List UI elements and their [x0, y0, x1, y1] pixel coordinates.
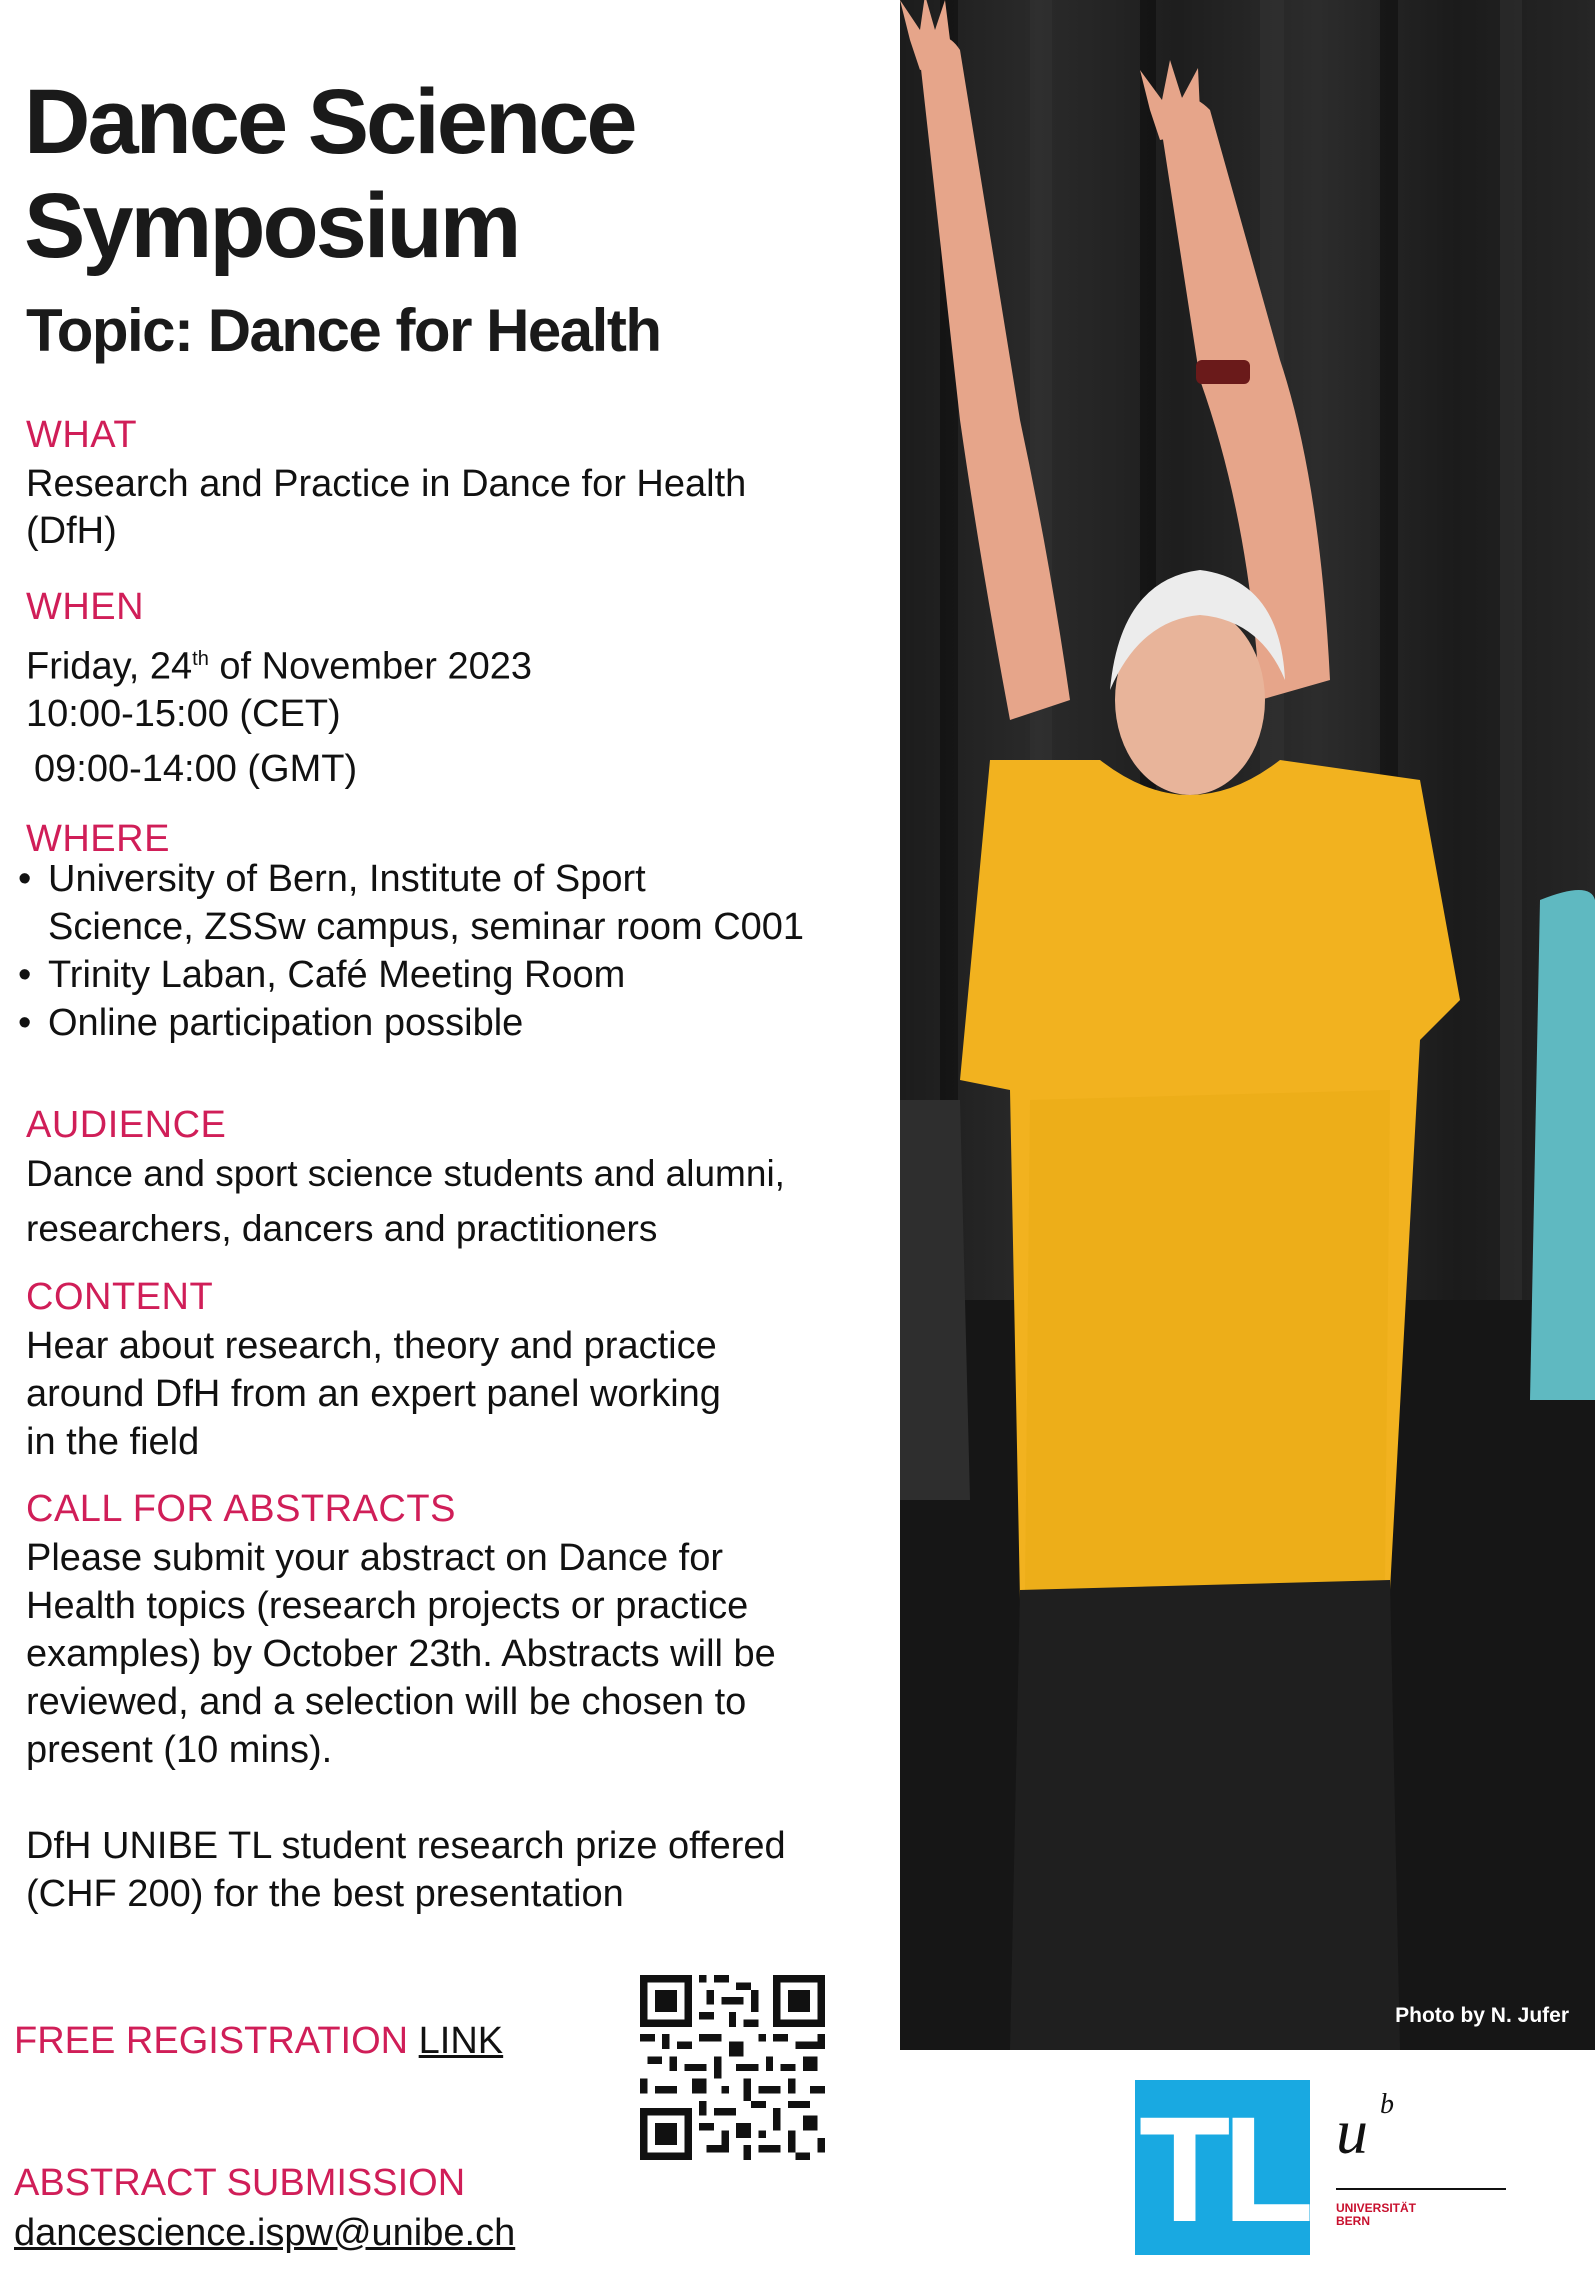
date-month: of November 2023	[208, 645, 533, 688]
cfa-line4: reviewed, and a selection will be chosen to	[26, 1681, 747, 1723]
content-line2: around DfH from an expert panel working	[26, 1373, 721, 1415]
title-line1: Dance Science	[24, 71, 635, 173]
where-heading: WHERE	[26, 818, 170, 860]
unibe-wordmark	[1336, 2202, 1416, 2228]
audience-line2: researchers, dancers and practitioners	[26, 1208, 658, 1249]
registration-label: FREE REGISTRATION	[14, 2020, 419, 2062]
where-item-2: • Trinity Laban, Café Meeting Room	[18, 951, 804, 999]
abstract-submission-label: ABSTRACT SUBMISSION	[14, 2162, 466, 2204]
when-time-gmt: 09:00-14:00 (GMT)	[34, 748, 358, 790]
where-item-3: • Online participation possible	[18, 999, 804, 1047]
cfa-heading: CALL FOR ABSTRACTS	[26, 1488, 456, 1530]
where-list	[18, 855, 804, 1047]
cfa-line3: examples) by October 23th. Abstracts will be	[26, 1633, 776, 1675]
free-registration	[14, 2020, 503, 2063]
qr-code[interactable]	[640, 1975, 825, 2160]
content-line1: Hear about research, theory and practice	[26, 1325, 717, 1367]
dancer-photo	[900, 0, 1595, 2050]
title-line2: Symposium	[24, 175, 519, 277]
qr-code-graphic	[640, 1975, 825, 2160]
cfa-line2: Health topics (research projects or practice	[26, 1585, 749, 1627]
unibe-name-line1: UNIVERSITÄT	[1336, 2201, 1417, 2215]
prize-line1: DfH UNIBE TL student research prize offered	[26, 1825, 786, 1867]
when-date	[26, 635, 532, 691]
submission-email-link[interactable]: dancescience.ispw@unibe.ch	[14, 2212, 516, 2254]
what-line2: (DfH)	[26, 510, 117, 552]
photo-credit: Photo by N. Jufer	[1395, 2004, 1569, 2027]
unibe-logo	[1336, 2089, 1394, 2169]
unibe-b: b	[1380, 2089, 1394, 2120]
audience-heading: AUDIENCE	[26, 1104, 227, 1146]
what-line1: Research and Practice in Dance for Health	[26, 463, 747, 505]
when-heading: WHEN	[26, 586, 145, 628]
content-heading: CONTENT	[26, 1276, 214, 1318]
where-item-1-cont: Science, ZSSw campus, seminar room C001	[48, 906, 805, 948]
registration-link[interactable]: LINK	[418, 2020, 504, 2062]
content-line3: in the field	[26, 1421, 200, 1463]
topic: Topic: Dance for Health	[26, 297, 661, 364]
when-time-cet: 10:00-15:00 (CET)	[26, 693, 341, 735]
date-day: Friday, 24	[26, 645, 193, 688]
cfa-line5: present (10 mins).	[26, 1729, 333, 1771]
unibe-divider	[1336, 2188, 1506, 2190]
unibe-u: u	[1336, 2096, 1368, 2167]
audience-line1: Dance and sport science students and alumni,	[26, 1153, 785, 1194]
what-heading: WHAT	[26, 414, 138, 456]
where-item-1	[18, 855, 804, 951]
trinity-laban-logo: TL	[1135, 2080, 1310, 2255]
cfa-line1: Please submit your abstract on Dance for	[26, 1537, 724, 1579]
dancer-illustration	[900, 0, 1595, 2050]
where-item-1-text: University of Bern, Institute of Sport	[48, 858, 646, 900]
title	[24, 70, 634, 278]
date-sup: th	[192, 648, 209, 670]
prize-line2: (CHF 200) for the best presentation	[26, 1873, 624, 1915]
unibe-name-line2: BERN	[1336, 2214, 1371, 2228]
